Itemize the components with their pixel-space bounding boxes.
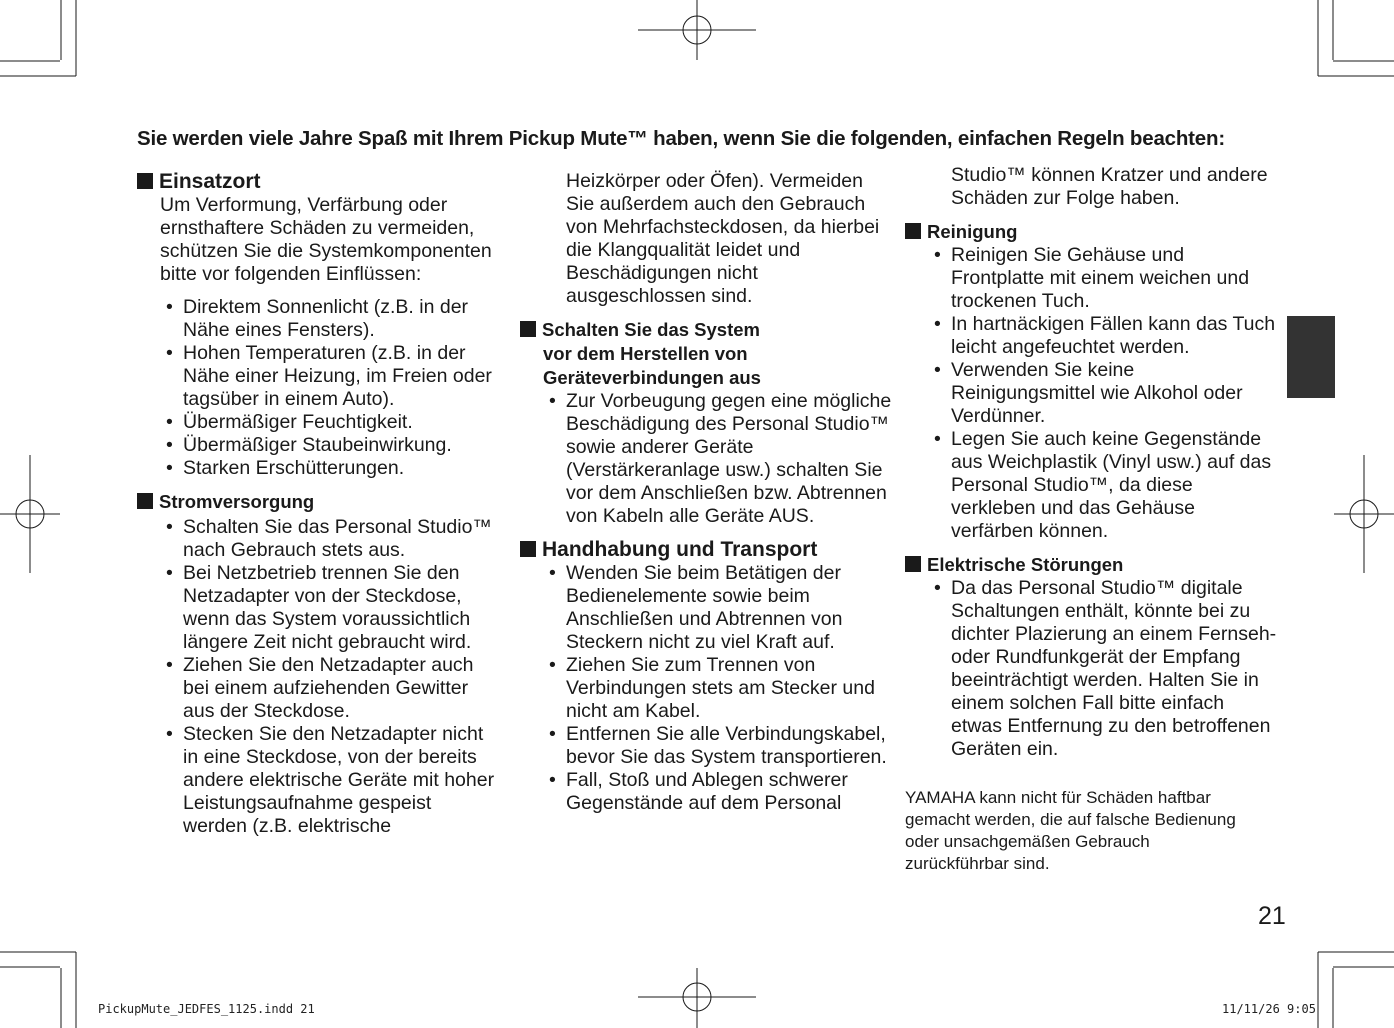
section-intro: Um Verformung, Verfärbung oder ernsthaftere Schäden zu vermeiden, schützen Sie die Systemkomponenten bitte vor folgenden Einflüssen: [160,194,492,285]
list-item: • Fall, Stoß und Ablegen schwerer Gegenstände auf dem Personal [566,769,892,815]
list-item: • Da das Personal Studio™ digitale Schaltungen enthält, könnte bei zu dichter Plazierung an einem Fernseh- oder Rundfunkgerät der Empfang beeinträchtigt werden. Halten Sie in einem solchen Fall bitte einfach etwas Entfernung zu den betroffenen Geräten ein. [951,577,1277,761]
section-title: Einsatzort [159,170,261,193]
section-handhabung [520,538,892,815]
page-headline: Sie werden viele Jahre Spaß mit Ihrem Pickup Mute™ haben, wenn Sie die folgenden, einfachen Regeln beachten: [137,127,1225,150]
bullet-list [905,244,1277,543]
column-right [905,164,1277,892]
section-einsatzort [137,170,497,480]
list-item: • Direktem Sonnenlicht (z.B. in der Nähe eines Fensters). [183,296,497,342]
list-item: • Reinigen Sie Gehäuse und Frontplatte mit einem weichen und trockenen Tuch. [951,244,1277,313]
square-bullet-icon [520,541,536,557]
bullet-list [137,296,497,480]
square-bullet-icon [520,321,536,337]
continued-text: Heizkörper oder Öfen). Vermeiden Sie außerdem auch den Gebrauch von Mehrfachsteckdosen, da hierbei die Klangqualität leidet und Beschädigungen nicht ausgeschlossen sind. [566,170,880,307]
column-middle [520,170,892,815]
slug-date: 11/11/26 9:05 [1222,1002,1316,1016]
continued-text: Studio™ können Kratzer und andere Schäden zur Folge haben. [951,164,1268,209]
square-bullet-icon [137,173,153,189]
list-item: • Wenden Sie beim Betätigen der Bedienelemente sowie beim Anschließen und Abtrennen von Steckern nicht zu viel Kraft auf. [566,562,892,654]
page-number: 21 [1258,902,1286,930]
section-title-line: Schalten Sie das System [542,319,760,340]
list-item: • Ziehen Sie den Netzadapter auch bei einem aufziehenden Gewitter aus der Steckdose. [183,654,497,723]
list-item: • Verwenden Sie keine Reinigungsmittel wie Alkohol oder Verdünner. [951,359,1277,428]
bullet-list [905,577,1277,761]
liability-note: YAMAHA kann nicht für Schäden haftbar gemacht werden, die auf falsche Bedienung oder unsachgemäßen Gebrauch zurückführbar sind. [905,788,1236,873]
list-item: • Stecken Sie den Netzadapter nicht in eine Steckdose, von der bereits andere elektrische Geräte mit hoher Leistungsaufnahme gespeist werden (z.B. elektrische [183,723,497,838]
list-item: • Entfernen Sie alle Verbindungskabel, bevor Sie das System transportieren. [566,723,892,769]
section-title-line: Geräteverbindungen aus [543,367,761,388]
square-bullet-icon [137,493,153,509]
column-left [137,170,497,838]
list-item: • Übermäßiger Staubeinwirkung. [183,434,497,457]
list-item: • Starken Erschütterungen. [183,457,497,480]
list-item: • Ziehen Sie zum Trennen von Verbindungen stets am Stecker und nicht am Kabel. [566,654,892,723]
bullet-list [520,390,892,528]
section-title: Reinigung [927,221,1018,242]
section-title: Handhabung und Transport [542,538,818,561]
section-title-line: vor dem Herstellen von [543,343,748,364]
list-item: • Übermäßiger Feuchtigkeit. [183,411,497,434]
section-tab-marker [1287,316,1335,398]
list-item: • Zur Vorbeugung gegen eine mögliche Beschädigung des Personal Studio™ sowie anderer Geräte (Verstärkeranlage usw.) schalten Sie vor dem Anschließen bzw. Abtrennen von Kabeln alle Geräte AUS. [566,390,892,528]
bullet-list [137,516,497,838]
section-reinigung [905,220,1277,543]
section-title: Stromversorgung [159,491,315,512]
section-title: Elektrische Störungen [927,554,1124,575]
bullet-list [520,562,892,815]
list-item: • Schalten Sie das Personal Studio™ nach Gebrauch stets aus. [183,516,497,562]
list-item: • Hohen Temperaturen (z.B. in der Nähe einer Heizung, im Freien oder tagsüber in einem Auto). [183,342,497,411]
section-stoerungen [905,553,1277,761]
square-bullet-icon [905,556,921,572]
square-bullet-icon [905,223,921,239]
section-stromversorgung [137,490,497,838]
section-schalten [520,318,892,528]
list-item: • Legen Sie auch keine Gegenstände aus Weichplastik (Vinyl usw.) auf das Personal Studio™, da diese verkleben und das Gehäuse verfärben können. [951,428,1277,543]
list-item: • Bei Netzbetrieb trennen Sie den Netzadapter von der Steckdose, wenn das System voraussichtlich längere Zeit nicht gebraucht wird. [183,562,497,654]
slug-filename: PickupMute_JEDFES_1125.indd 21 [98,1002,315,1016]
list-item: • In hartnäckigen Fällen kann das Tuch leicht angefeuchtet werden. [951,313,1277,359]
